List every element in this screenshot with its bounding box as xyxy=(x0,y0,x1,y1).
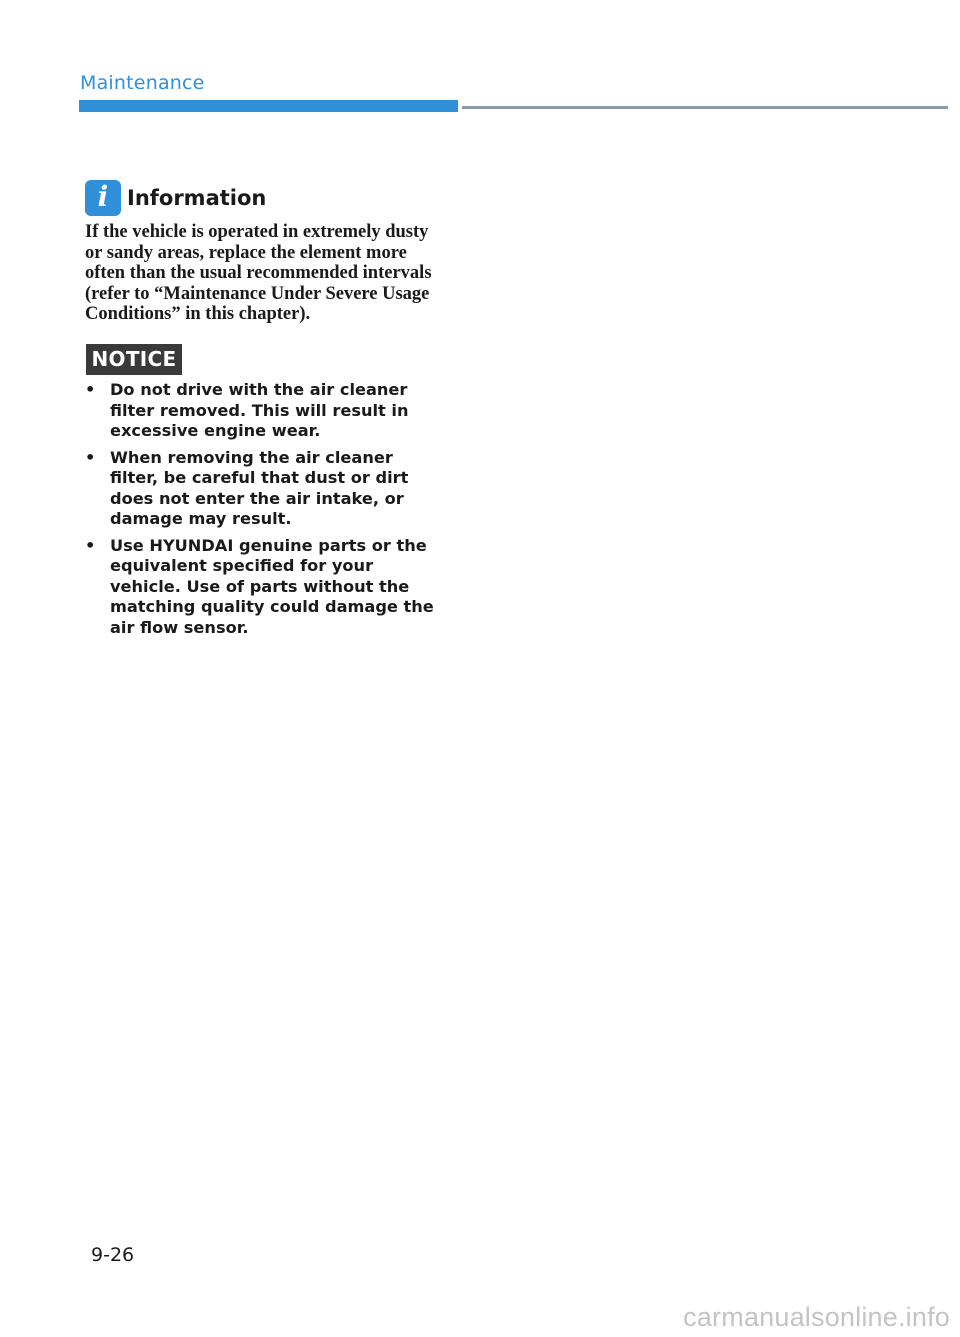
notice-item-text: Do not drive with the air cleaner filter removed. This will result in excessive engine wear. xyxy=(110,380,409,440)
information-body: If the vehicle is operated in extremely dusty or sandy areas, replace the element more often than the usual recommended intervals (refer to “Maintenance Under Severe Usage Conditions” in this chapter). xyxy=(85,222,432,324)
notice-item xyxy=(85,380,445,442)
notice-item xyxy=(85,448,445,530)
header-accent-bar xyxy=(79,100,458,112)
info-icon-glyph: i xyxy=(97,180,109,213)
notice-item-text: Use HYUNDAI genuine parts or the equivalent specified for your vehicle. Use of parts without the matching quality could damage the air flow sensor. xyxy=(110,535,434,637)
information-title: Information xyxy=(127,186,267,210)
notice-item-text: When removing the air cleaner filter, be careful that dust or dirt does not enter the air intake, or damage may result. xyxy=(110,447,409,528)
information-header xyxy=(85,180,445,216)
info-icon xyxy=(85,180,121,216)
notice-item xyxy=(85,536,445,639)
page-number: 9-26 xyxy=(91,1244,135,1266)
bullet-icon: • xyxy=(85,447,96,467)
notice-list xyxy=(85,380,445,644)
bullet-icon: • xyxy=(85,535,96,555)
watermark: carmanualsonline.info xyxy=(683,1302,950,1332)
bullet-icon: • xyxy=(85,380,96,399)
header-divider-line xyxy=(462,106,948,109)
section-title: Maintenance xyxy=(80,72,205,94)
information-box xyxy=(85,180,445,325)
notice-badge: NOTICE xyxy=(86,344,182,375)
